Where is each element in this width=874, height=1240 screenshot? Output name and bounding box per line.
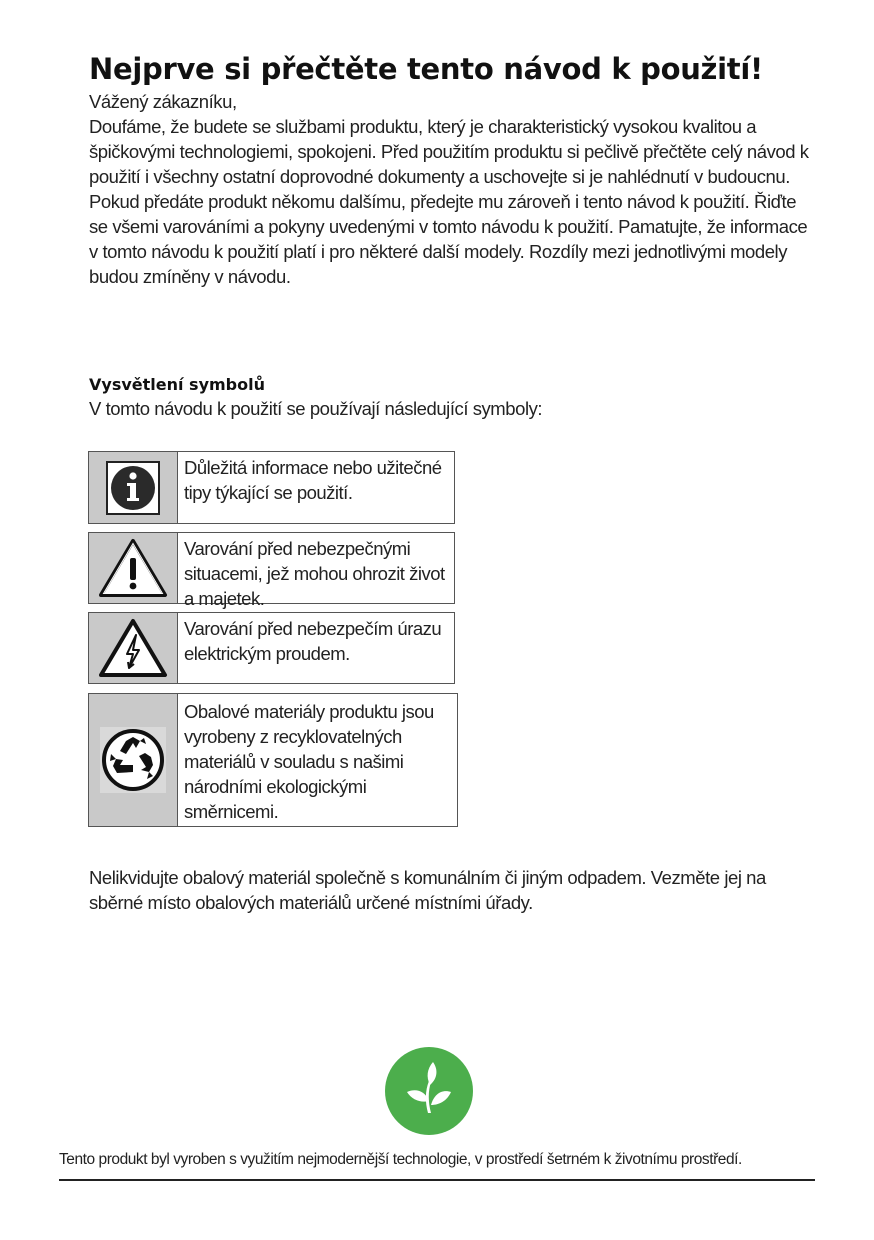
disposal-note: Nelikvidujte obalový materiál společně s komunálním či jiným odpadem. Vezměte jej na sběrné místo obalových materiálů určené místními úřady.: [89, 867, 766, 913]
symbol-row-warning: [88, 532, 455, 609]
symbol-text: Důležitá informace nebo užitečné tipy týkající se použití.: [184, 457, 442, 503]
footer-divider: [59, 1179, 815, 1181]
symbol-row-electric: [88, 612, 455, 684]
electric-shock-icon: [89, 613, 178, 683]
symbol-row-recycle: [88, 693, 458, 827]
symbols-heading: Vysvětlení symbolů: [89, 375, 265, 394]
footer-text: Tento produkt byl vyroben s využitím nejmodernější technologie, v prostředí šetrném k životnímu prostředí.: [59, 1151, 742, 1168]
symbols-intro: V tomto návodu k použití se používají následující symboly:: [89, 398, 543, 419]
recycle-icon: [89, 694, 178, 826]
page-title: Nejprve si přečtěte tento návod k použití!: [89, 52, 763, 86]
intro-paragraph: Doufáme, že budete se službami produktu, který je charakteristický vysokou kvalitou a špičkovými technologiemi, spokojeni. Před použitím produktu si pečlivě přečtěte celý návod k použití i všechny ostatní doprovodné dokumenty a uschovejte si je nahlédnutí v budoucnu. Pokud předáte produkt někomu dalšímu, předejte mu zároveň i tento návod k použití. Řiďte se všemi varováními a pokyny uvedenými v tomto návodu k použití. Pamatujte, že informace v tomto návodu k použití platí i pro některé další modely. Rozdíly mezi jednotlivými modely budou zmíněny v návodu.: [89, 116, 809, 287]
symbol-text: Varování před nebezpečím úrazu elektrickým proudem.: [184, 618, 442, 664]
symbol-text: Varování před nebezpečnými situacemi, jež mohou ohrozit život a majetek.: [184, 538, 445, 609]
eco-leaf-icon: [385, 1047, 473, 1135]
greeting: Vážený zákazníku,: [89, 91, 237, 112]
intro-section: [89, 89, 809, 289]
info-icon: [89, 452, 178, 523]
symbol-text: Obalové materiály produktu jsou vyrobeny z recyklovatelných materiálů v souladu s našimi národními ekologickými směrnicemi.: [184, 701, 434, 822]
symbol-row-info: [88, 451, 455, 524]
warning-triangle-icon: [89, 533, 178, 603]
